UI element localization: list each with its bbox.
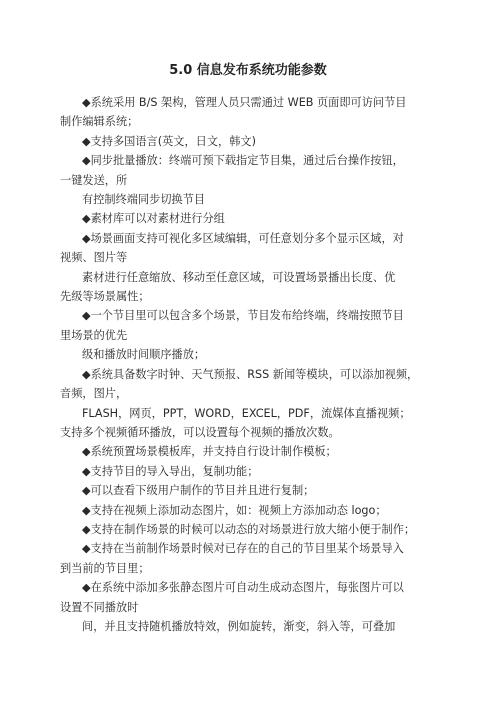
paragraph-line: 有控制终端同步切换节目 [82,193,206,207]
paragraph-line: 先级等场景属性； [60,290,150,304]
paragraph-line: 级和播放时间顺序播放； [82,348,206,362]
paragraph-line: ◆支持在视频上添加动态图片，如：视频上方添加动态 logo； [82,503,387,517]
paragraph-line: ◆支持节目的导入导出，复制功能； [82,464,259,478]
paragraph-line: FLASH，网页，PPT，WORD，EXCEL，PDF，流媒体直播视频； [82,406,411,420]
paragraph-line: 到当前的节目里； [60,561,150,575]
paragraph-line: 一键发送，所 [60,173,128,187]
document-title: 5.0 信息发布系统功能参数 [169,63,327,78]
paragraph-line: ◆一个节目里可以包含多个场景，节目发布给终端，终端按照节目 [82,309,404,323]
paragraph-line: 设置不同播放时 [60,600,139,614]
paragraph-line: 制作编辑系统； [60,115,139,129]
paragraph-line: ◆同步批量播放：终端可预下载指定节目集，通过后台操作按钮， [82,154,404,168]
paragraph-line: ◆支持多国语言(英文，日文，韩文) [82,134,256,148]
paragraph-line: ◆系统具备数字时钟、天气预报、RSS 新闻等模块，可以添加视频， [82,367,419,381]
paragraph-line: 素材进行任意缩放、移动至任意区域，可设置场景播出长度、优 [82,270,396,284]
paragraph-line: ◆系统预置场景模板库，并支持自行设计制作模板； [82,445,337,459]
paragraph-line: 间，并且支持随机播放特效，例如旋转，渐变，斜入等，可叠加 [82,619,396,633]
paragraph-line: 支持多个视频循环播放，可以设置每个视频的播放次数。 [60,425,340,439]
paragraph-line: ◆场景画面支持可视化多区域编辑，可任意划分多个显示区域，对 [82,231,404,245]
paragraph-line: ◆支持在当前制作场景时候对已存在的自己的节目里某个场景导入 [82,542,404,556]
paragraph-line: 音频，图片， [60,387,128,401]
paragraph-line: 里场景的优先 [60,328,128,342]
paragraph-line: ◆可以查看下级用户制作的节目并且进行复制； [82,484,315,498]
paragraph-line: ◆支持在制作场景的时候可以动态的对场景进行放大缩小便于制作； [82,522,416,536]
document-body [60,93,440,636]
paragraph-line: ◆在系统中添加多张静态图片可自动生成动态图片，每张图片可以 [82,581,404,595]
paragraph-line: ◆系统采用 B/S 架构，管理人员只需通过 WEB 页面即可访问节目 [82,96,407,109]
paragraph-line: ◆素材库可以对素材进行分组 [82,212,225,226]
paragraph-line: 视频、图片等 [60,251,128,265]
